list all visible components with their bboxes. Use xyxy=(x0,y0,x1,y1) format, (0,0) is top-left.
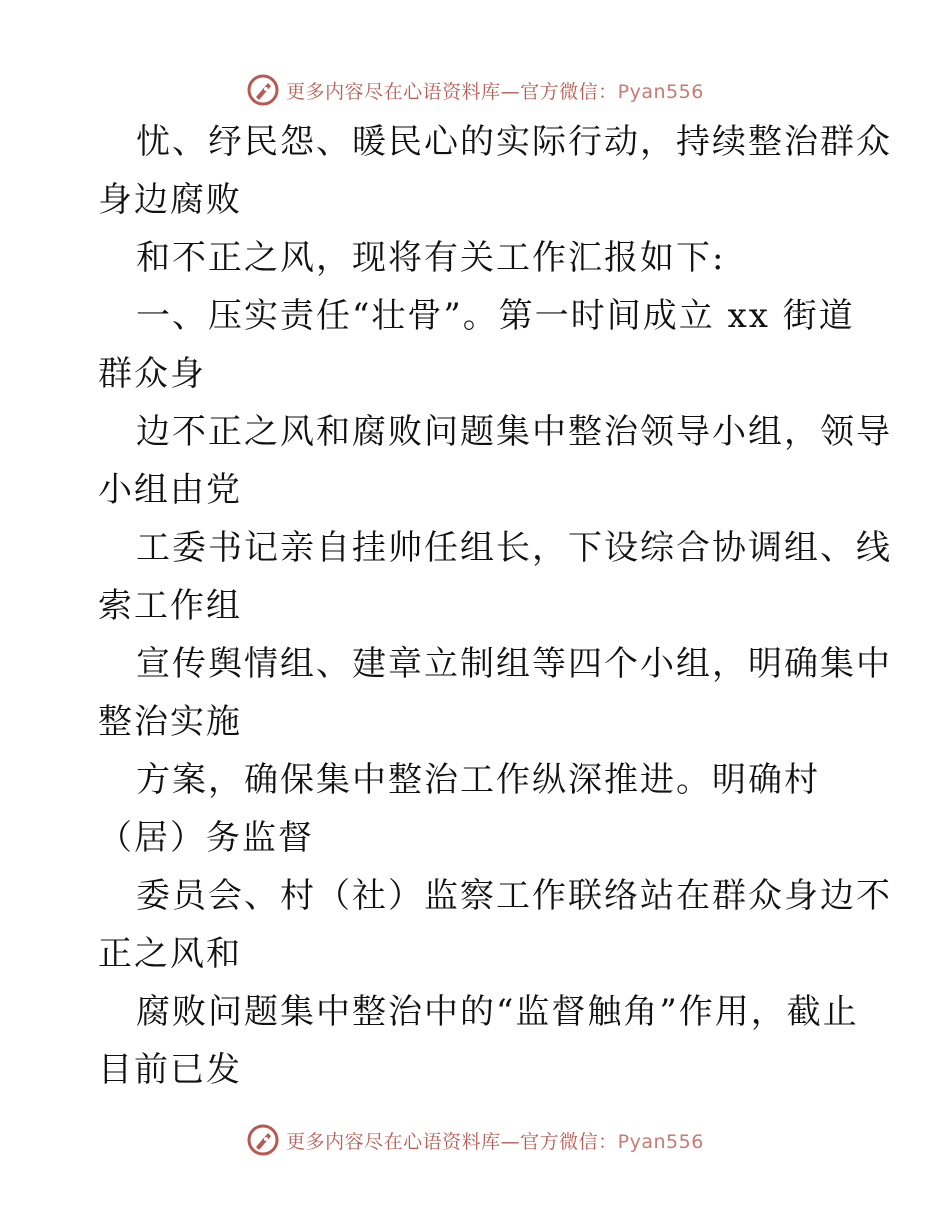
pen-nib-logo-icon xyxy=(246,73,280,107)
footer-wechat-id: Pyan556 xyxy=(617,1130,704,1153)
body-line: 方案，确保集中整治工作纵深推进。明确村 xyxy=(136,760,820,800)
body-line: 工委书记亲自挂帅任组长，下设综合协调组、线 xyxy=(136,528,892,568)
body-line: 和不正之风，现将有关工作汇报如下: xyxy=(136,238,726,278)
body-line: 目前已发 xyxy=(98,1050,242,1090)
body-line: 索工作组 xyxy=(98,586,242,626)
body-line: 小组由党 xyxy=(98,470,242,510)
header-wechat-id: Pyan556 xyxy=(617,80,704,103)
body-line: 宣传舆情组、建章立制组等四个小组，明确集中 xyxy=(136,644,892,684)
body-line: 边不正之风和腐败问题集中整治领导小组，领导 xyxy=(136,412,892,452)
header-banner-text: 更多内容尽在心语资料库—官方微信：Pyan556 xyxy=(286,80,704,103)
body-line: 正之风和 xyxy=(98,934,242,974)
body-line: （居）务监督 xyxy=(98,818,314,858)
body-line: 忧、纾民怨、暖民心的实际行动，持续整治群众 xyxy=(136,122,892,162)
body-line: 腐败问题集中整治中的“监督触角”作用，截止 xyxy=(136,992,859,1032)
footer-banner xyxy=(0,1120,950,1160)
body-line: 委员会、村（社）监察工作联络站在群众身边不 xyxy=(136,876,892,916)
pen-nib-logo-icon xyxy=(246,1123,280,1157)
body-line: 整治实施 xyxy=(98,702,242,742)
header-banner xyxy=(0,70,950,110)
body-line: 身边腐败 xyxy=(98,180,242,220)
body-line: 群众身 xyxy=(98,354,206,394)
footer-banner-text: 更多内容尽在心语资料库—官方微信：Pyan556 xyxy=(286,1130,704,1153)
body-line: 一、压实责任“壮骨”。第一时间成立 xx 街道 xyxy=(136,296,855,336)
